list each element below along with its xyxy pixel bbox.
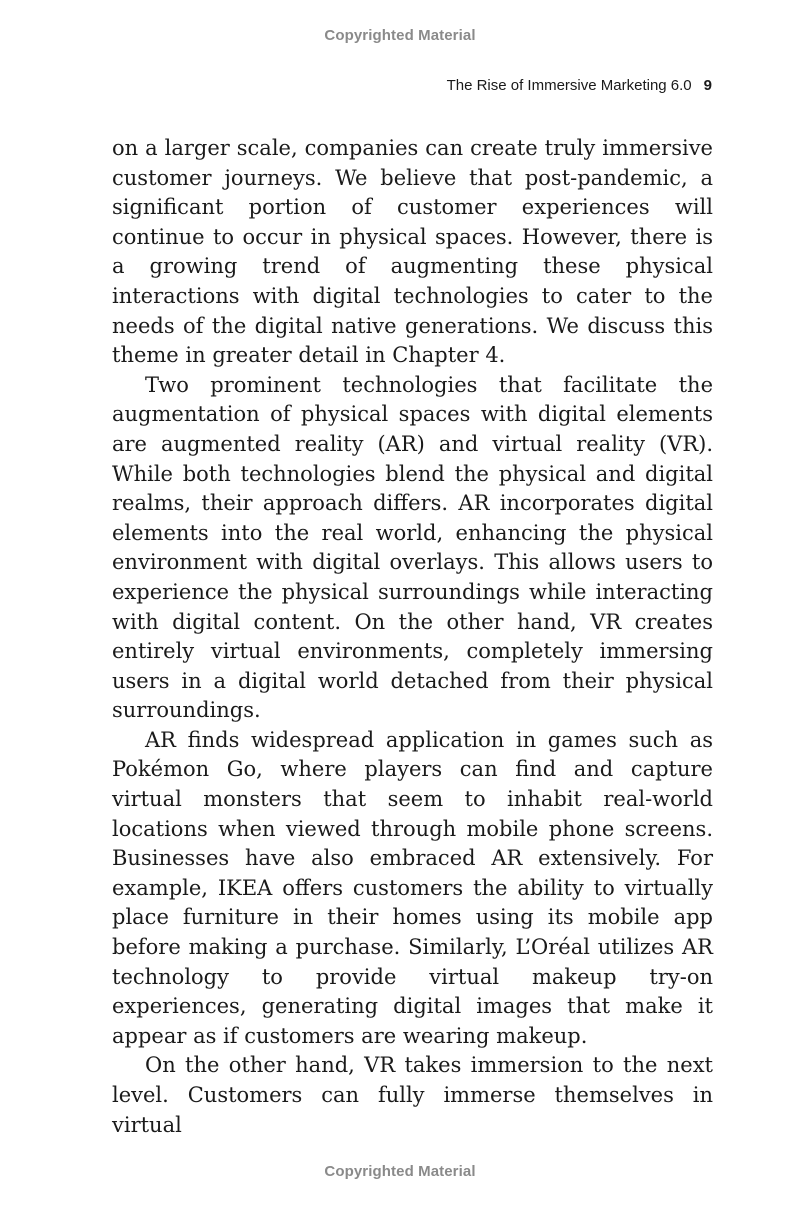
- paragraph-2: Two prominent technologies that facilitate the augmentation of physical spaces with digital elements are augmented reality (AR) and virtual reality (VR). While both technologies blend the physical and digital realms, their approach differs. AR incorporates digital elements into the real world, enhancing the physical environment with digital overlays. This allows users to experience the physical surroundings while interacting with digital content. On the other hand, VR creates entirely virtual environments, completely immersing users in a digital world detached from their physical surroundings.: [112, 372, 713, 723]
- running-title: The Rise of Immersive Marketing 6.0: [446, 77, 692, 94]
- page-number: 9: [703, 77, 712, 94]
- copyright-watermark-top: Copyrighted Material: [324, 27, 476, 44]
- running-header: [447, 77, 712, 94]
- paragraph-3: AR finds widespread application in games such as Pokémon Go, where players can find and capture virtual monsters that seem to inhabit real-world locations when viewed through mobile phone screens. Businesses have also embraced AR extensively. For example, IKEA offers customers the ability to virtually place furniture in their homes using its mobile app before making a purchase. Similarly, L’Oréal utilizes AR technology to provide virtual makeup try-on experiences, generating digital images that make it appear as if customers are wearing makeup.: [112, 727, 713, 1048]
- paragraph-1: on a larger scale, companies can create truly immersive customer journeys. We believe that post-pandemic, a significant portion of customer experiences will continue to occur in physical spaces. However, there is a growing trend of augmenting these physical interactions with digital technologies to cater to the needs of the digital native generations. We discuss this theme in greater detail in Chapter 4.: [112, 136, 713, 368]
- paragraph-4: On the other hand, VR takes immersion to the next level. Customers can fully immerse themselves in virtual: [112, 1053, 713, 1137]
- copyright-watermark-bottom: Copyrighted Material: [324, 1163, 476, 1180]
- body-text: [112, 134, 713, 1140]
